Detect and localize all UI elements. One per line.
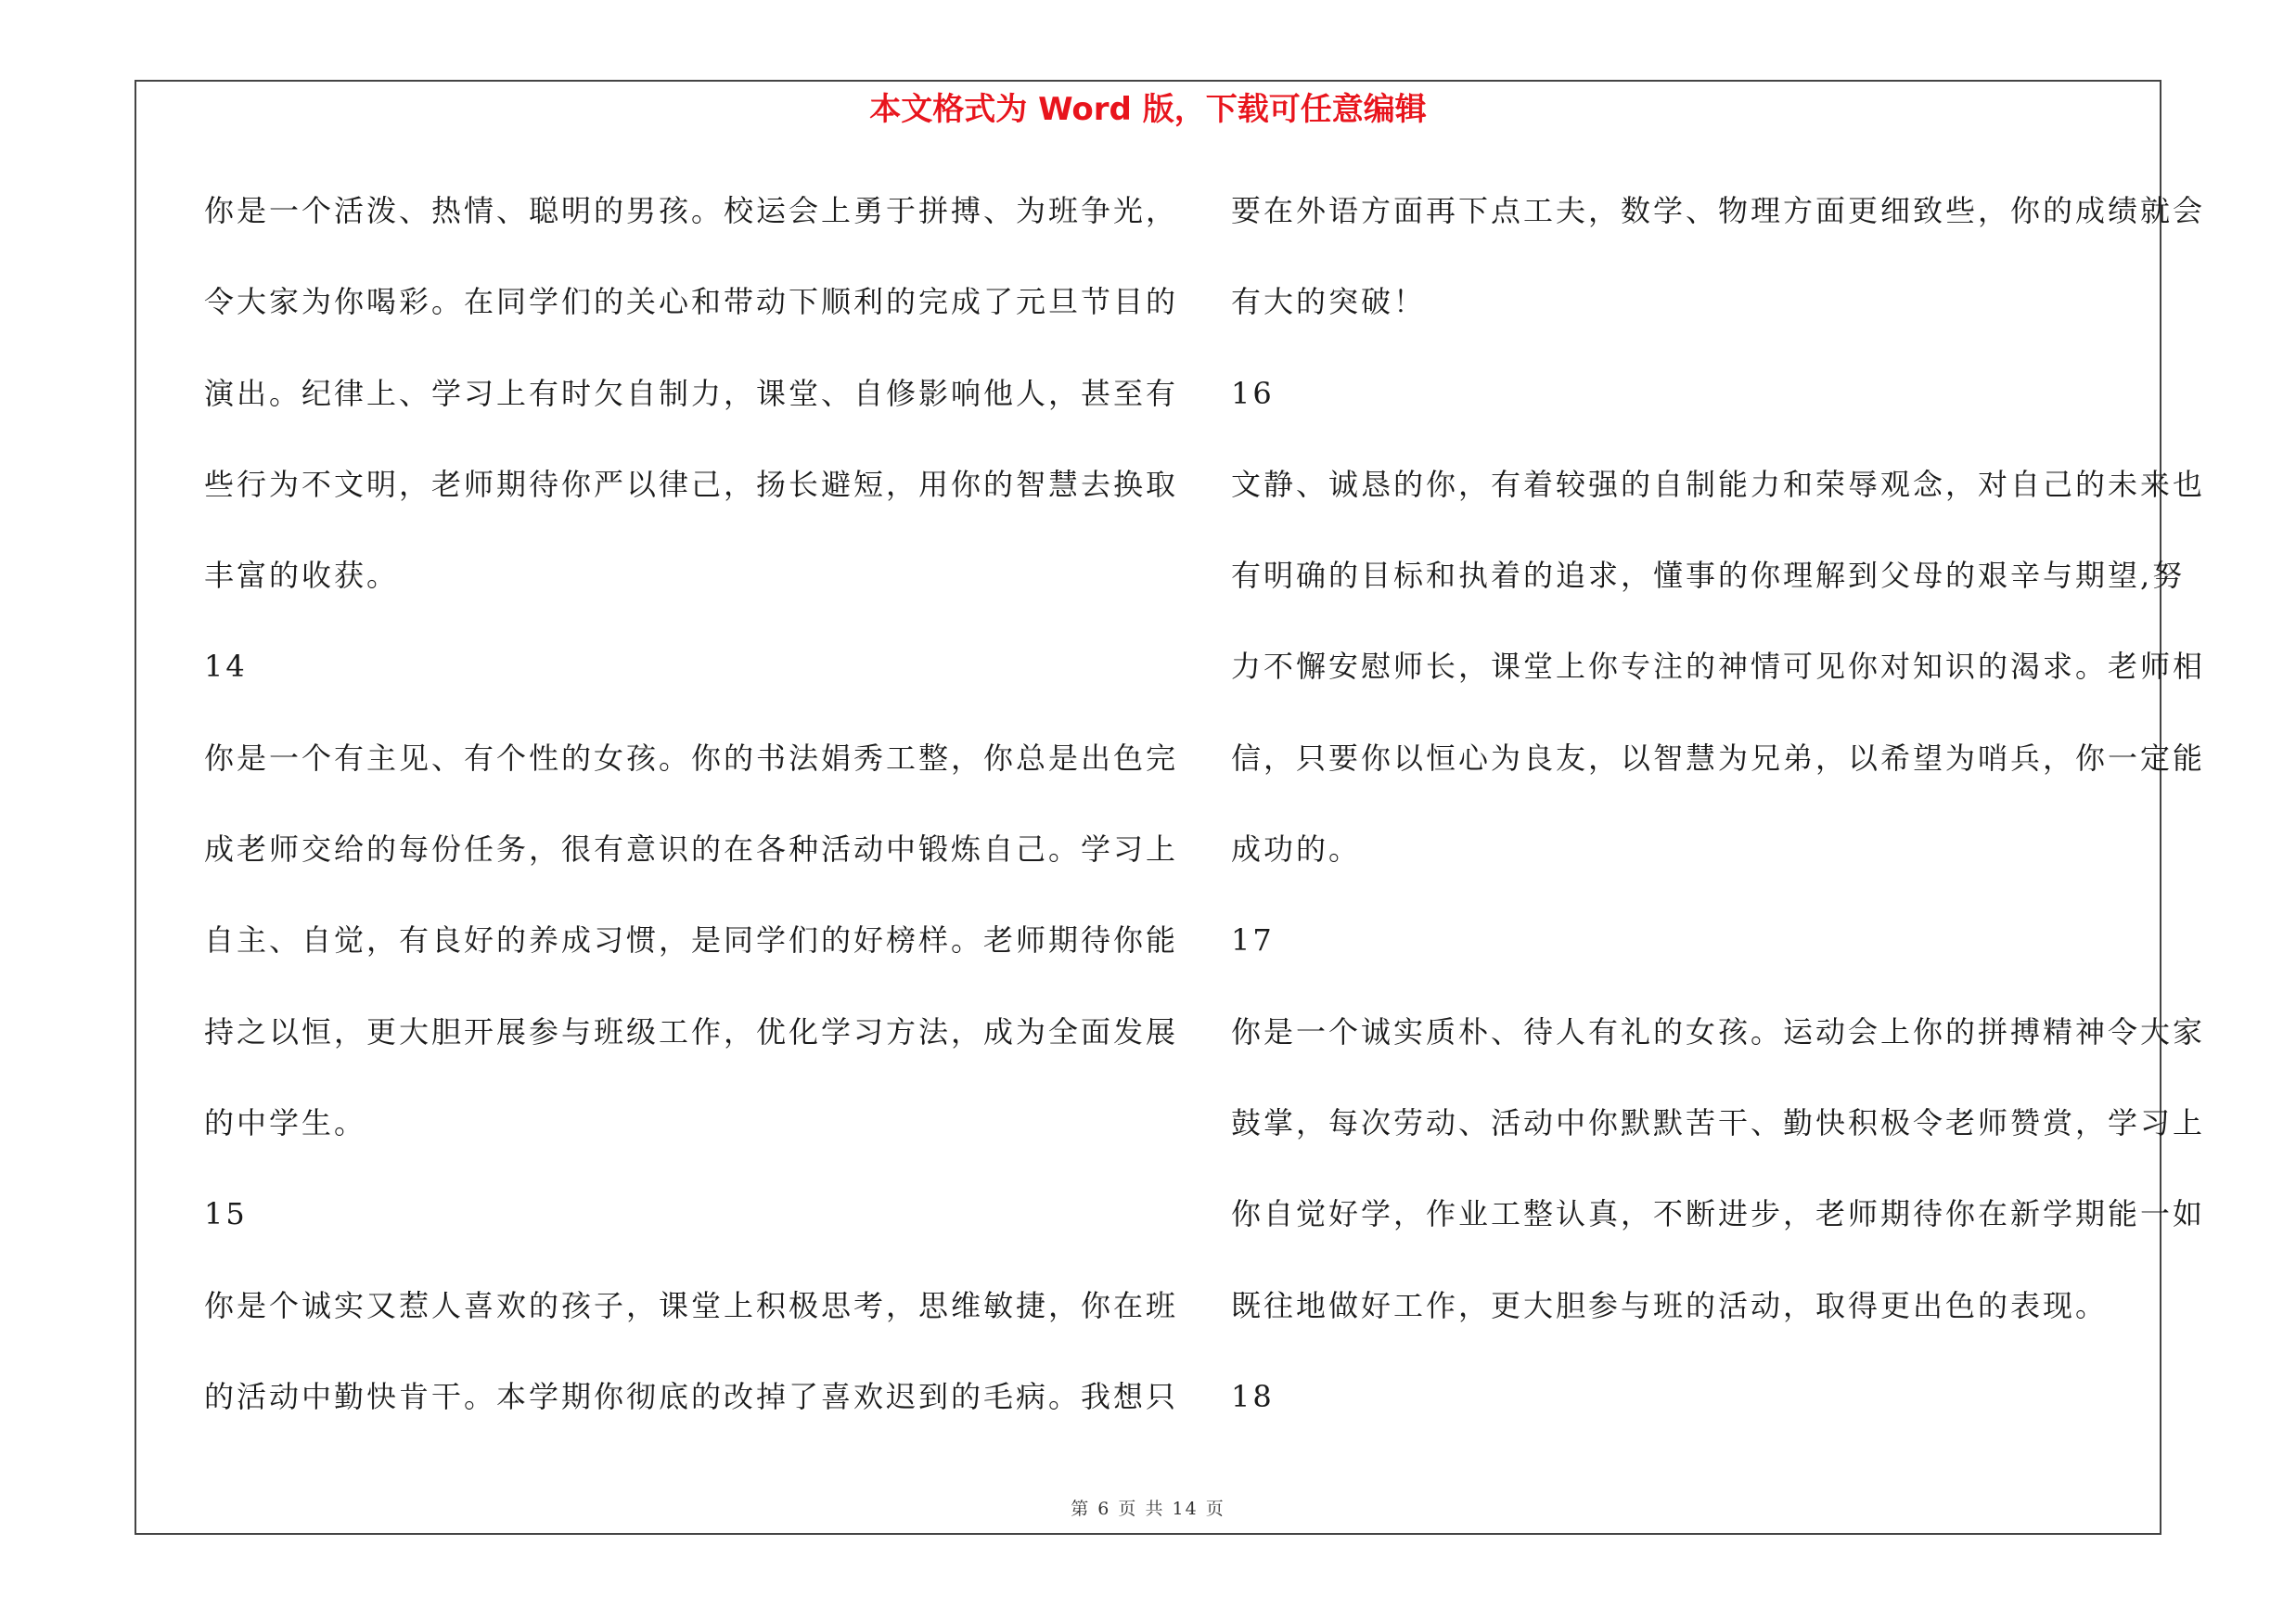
- page-indicator: 第 6 页 共 14 页: [1071, 1499, 1225, 1519]
- text-line: 信，只要你以恒心为良友，以智慧为兄弟，以希望为哨兵，你一定能: [1231, 740, 2206, 776]
- text-line: 丰富的收获。: [204, 558, 400, 594]
- text-line: 演出。纪律上、学习上有时欠自制力，课堂、自修影响他人，甚至有: [204, 375, 1179, 411]
- text-line: 文静、诚恳的你，有着较强的自制能力和荣辱观念，对自己的未来也: [1231, 466, 2206, 502]
- text-line: 持之以恒，更大胆开展参与班级工作，优化学习方法，成为全面发展: [204, 1013, 1179, 1050]
- text-line: 成老师交给的每份任务，很有意识的在各种活动中锻炼自己。学习上: [204, 831, 1179, 868]
- text-line: 的中学生。: [204, 1104, 367, 1140]
- text-line: 有大的突破！: [1231, 284, 1427, 320]
- text-line: 你是一个活泼、热情、聪明的男孩。校运会上勇于拼搏、为班争光，: [204, 193, 1179, 228]
- text-line: 你自觉好学，作业工整认真，不断进步，老师期待你在新学期能一如: [1231, 1196, 2206, 1232]
- text-line: 鼓掌，每次劳动、活动中你默默苦干、勤快积极令老师赞赏，学习上: [1231, 1104, 2206, 1140]
- text-line: 力不懈安慰师长，课堂上你专注的神情可见你对知识的渴求。老师相: [1231, 649, 2206, 685]
- text-line: 既往地做好工作，更大胆参与班的活动，取得更出色的表现。: [1231, 1287, 2109, 1323]
- text-line: 令大家为你喝彩。在同学们的关心和带动下顺利的完成了元旦节目的: [204, 284, 1179, 320]
- text-line: 自主、自觉，有良好的养成习惯，是同学们的好榜样。老师期待你能: [204, 922, 1179, 959]
- section-number: 15: [204, 1196, 248, 1232]
- text-line: 你是一个诚实质朴、待人有礼的女孩。运动会上你的拼搏精神令大家: [1231, 1013, 2206, 1050]
- section-number: 14: [204, 649, 248, 685]
- left-column: [204, 181, 1179, 1458]
- right-column: [1231, 181, 2206, 1458]
- text-line: 你是个诚实又惹人喜欢的孩子，课堂上积极思考，思维敏捷，你在班: [204, 1287, 1179, 1323]
- text-line: 些行为不文明，老师期待你严以律己，扬长避短，用你的智慧去换取: [204, 466, 1179, 502]
- text-line: 你是一个有主见、有个性的女孩。你的书法娟秀工整，你总是出色完: [204, 740, 1179, 776]
- text-line: 有明确的目标和执着的追求，懂事的你理解到父母的艰辛与期望,努: [1231, 558, 2186, 594]
- header-banner: 本文格式为 Word 版，下载可任意编辑: [869, 91, 1427, 128]
- text-line: 成功的。: [1231, 831, 1362, 868]
- section-number: 18: [1231, 1378, 1275, 1414]
- text-line: 要在外语方面再下点工夫，数学、物理方面更细致些，你的成绩就会: [1231, 193, 2206, 228]
- text-line: 的活动中勤快肯干。本学期你彻底的改掉了喜欢迟到的毛病。我想只: [204, 1378, 1179, 1414]
- section-number: 16: [1231, 375, 1275, 411]
- section-number: 17: [1231, 922, 1275, 959]
